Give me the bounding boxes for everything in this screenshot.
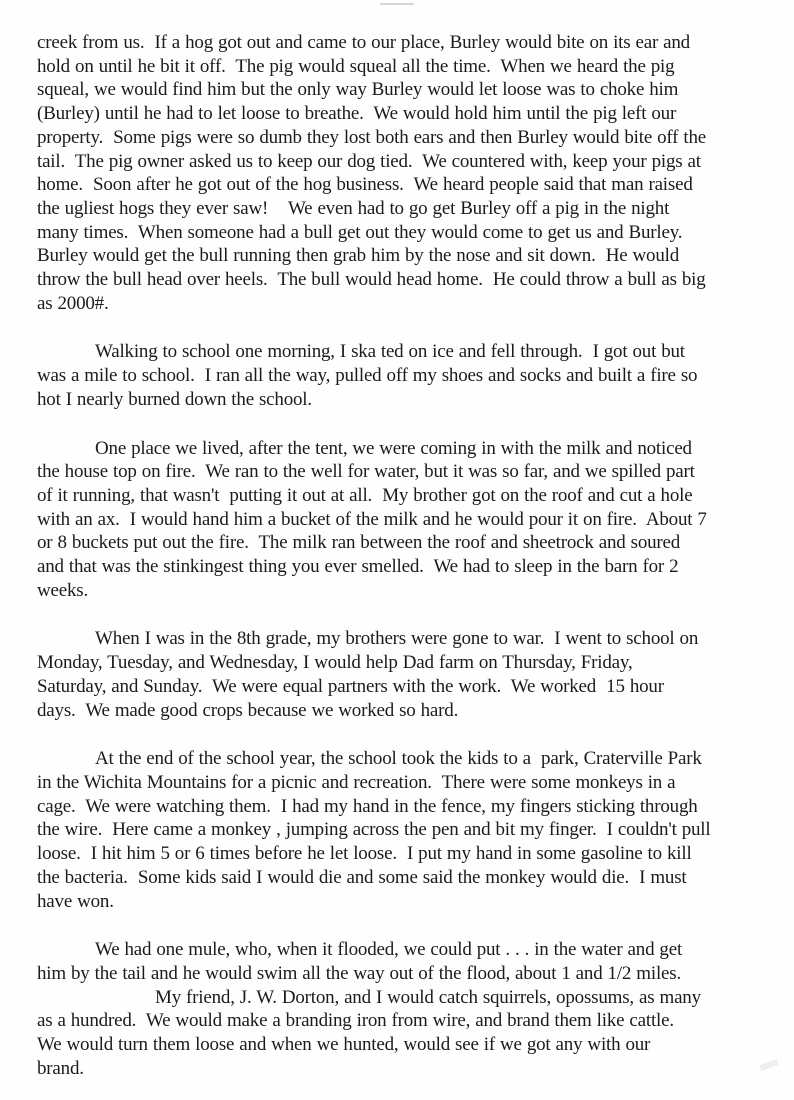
text-line: days. We made good crops because we worked so hard. [37, 699, 459, 721]
text-line: creek from us. If a hog got out and came to our place, Burley would bite on its ear and [37, 32, 690, 53]
text-line: or 8 buckets put out the fire. The milk ran between the roof and sheetrock and soured [37, 532, 681, 554]
text-line: home. Soon after he got out of the hog business. We heard people said that man raised [37, 174, 693, 196]
text-line: loose. I hit him 5 or 6 times before he let loose. I put my hand in some gasoline to kill [37, 843, 692, 865]
text-line: was a mile to school. I ran all the way, pulled off my shoes and socks and built a fire so [37, 365, 698, 387]
text-line: as a hundred. We would make a branding iron from wire, and brand them like cattle. [37, 1010, 674, 1032]
text-line: as 2000#. [37, 292, 109, 314]
text-line: hold on until he bit it off. The pig would squeal all the time. When we heard the pig [37, 55, 675, 77]
text-line: brand. [37, 1057, 84, 1079]
text-line: many times. When someone had a bull get out they would come to get us and Burley. [37, 221, 683, 243]
text-line: Monday, Tuesday, and Wednesday, I would help Dad farm on Thursday, Friday, [37, 652, 633, 674]
text-line: have won. [37, 890, 114, 912]
text-line: in the Wichita Mountains for a picnic and recreation. There were some monkeys in a [37, 771, 676, 793]
text-line: Burley would get the bull running then grab him by the nose and sit down. He would [37, 245, 680, 267]
text-line: the wire. Here came a monkey , jumping across the pen and bit my finger. I couldn't pull [37, 819, 711, 841]
text-line: My friend, J. W. Dorton, and I would catch squirrels, opossums, as many [155, 986, 701, 1008]
text-line: We had one mule, who, when it flooded, we could put . . . in the water and get [95, 939, 683, 961]
text-line: We would turn them loose and when we hunted, would see if we got any with our [37, 1034, 651, 1056]
text-line: One place we lived, after the tent, we were coming in with the milk and noticed [95, 437, 692, 459]
text-line: throw the bull head over heels. The bull would head home. He could throw a bull as big [37, 269, 706, 291]
text-line: When I was in the 8th grade, my brothers were gone to war. I went to school on [95, 628, 699, 650]
text-line: squeal, we would find him but the only way Burley would let loose was to choke him [37, 79, 679, 101]
text-line: hot I nearly burned down the school. [37, 388, 312, 410]
text-line: him by the tail and he would swim all the way out of the flood, about 1 and 1/2 miles. [37, 962, 681, 984]
document-text [37, 31, 764, 1080]
text-line: the ugliest hogs they ever saw! We even had to go get Burley off a pig in the night [37, 197, 670, 219]
paragraph [37, 31, 764, 315]
text-line: property. Some pigs were so dumb they lost both ears and then Burley would bite off the [37, 126, 706, 148]
text-line: of it running, that wasn't putting it out at all. My brother got on the roof and cut a hole [37, 484, 693, 506]
paragraph [37, 437, 764, 603]
paragraph [37, 340, 764, 411]
scan-artifact [380, 3, 414, 5]
paragraph [37, 938, 764, 985]
text-line: with an ax. I would hand him a bucket of the milk and he would pour it on fire. About 7 [37, 508, 707, 530]
text-line: Saturday, and Sunday. We were equal partners with the work. We worked 15 hour [37, 675, 664, 697]
text-line: tail. The pig owner asked us to keep our dog tied. We countered with, keep your pigs at [37, 150, 701, 172]
text-line: and that was the stinkingest thing you ever smelled. We had to sleep in the barn for 2 [37, 556, 679, 578]
text-line: weeks. [37, 579, 89, 601]
text-line: Walking to school one morning, I ska ted on ice and fell through. I got out but [95, 341, 685, 363]
text-line: the house top on fire. We ran to the well for water, but it was so far, and we spilled part [37, 461, 695, 483]
text-line: the bacteria. Some kids said I would die and some said the monkey would die. I must [37, 866, 687, 888]
paragraph [37, 747, 764, 913]
text-line: cage. We were watching them. I had my hand in the fence, my fingers sticking through [37, 795, 698, 817]
text-line: At the end of the school year, the school took the kids to a park, Craterville Park [95, 748, 702, 770]
text-line: (Burley) until he had to let loose to breathe. We would hold him until the pig left our [37, 103, 677, 125]
paragraph [37, 627, 764, 722]
paragraph [37, 986, 764, 1081]
